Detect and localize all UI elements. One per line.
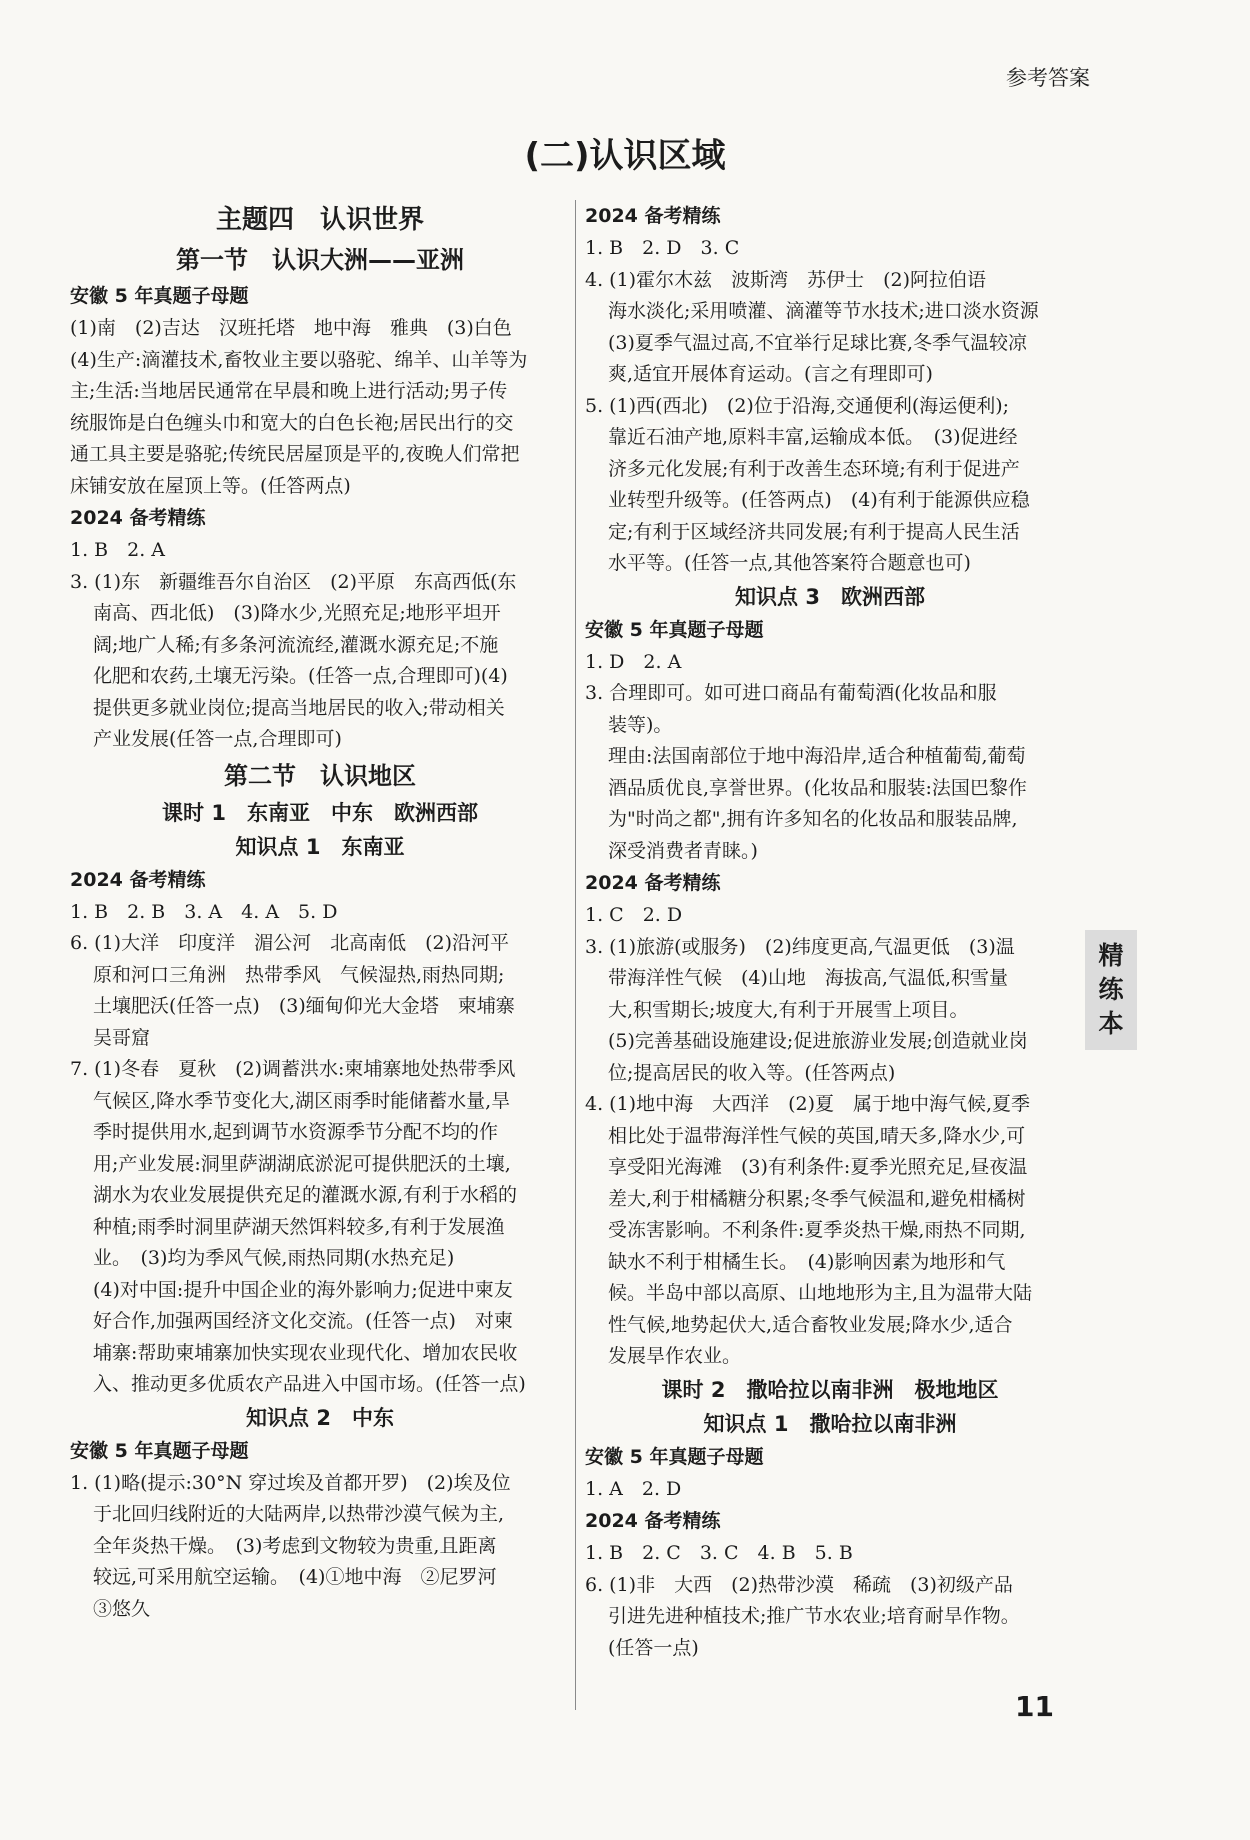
- topic-heading: 主题四 认识世界: [215, 205, 424, 235]
- answer-line: 济多元化发展;有利于改善生态环境;有利于促进产: [608, 457, 1020, 480]
- answer-line: 床铺安放在屋顶上等。(任答两点): [70, 474, 351, 497]
- answer-line: 海水淡化;采用喷灌、滴灌等节水技术;进口淡水资源: [608, 300, 1039, 322]
- answer-line: 季时提供用水,起到调节水资源季节分配不均的作: [93, 1121, 499, 1143]
- answer-line: 定;有利于区域经济共同发展;有利于提高人民生活: [608, 520, 1020, 543]
- answer-line: 差大,利于柑橘糖分积累;冬季气候温和,避免柑橘树: [608, 1187, 1026, 1210]
- answer-line: (3)夏季气温过高,不宜举行足球比赛,冬季气温较凉: [608, 331, 1027, 354]
- knowledge-point-heading: 知识点 3 欧洲西部: [735, 584, 925, 609]
- answer-line: 较远,可采用航空运输。 (4)①地中海 ②尼罗河: [93, 1566, 497, 1588]
- knowledge-point-heading: 知识点 2 中东: [246, 1405, 394, 1430]
- choice-answers: 1. B 2. C 3. C 4. B 5. B: [585, 1542, 853, 1564]
- answer-line: 缺水不利于柑橘生长。 (4)影响因素为地形和气: [608, 1250, 1006, 1273]
- answer-line: 原和河口三角洲 热带季风 气候湿热,雨热同期;: [93, 963, 505, 986]
- answer-line: 埔寨:帮助柬埔寨加快实现农业现代化、增加农民收: [93, 1341, 518, 1364]
- beikao-heading: 2024 备考精练: [70, 868, 206, 891]
- answer-line: 统服饰是白色缠头巾和宽大的白色长袍;居民出行的交: [70, 411, 514, 434]
- answer-line: 1. (1)略(提示:30°N 穿过埃及首都开罗) (2)埃及位: [70, 1471, 511, 1494]
- side-tab-char: 精: [1098, 941, 1124, 970]
- column-divider: [575, 200, 576, 1710]
- answer-line: 于北回归线附近的大陆两岸,以热带沙漠气候为主,: [93, 1503, 505, 1525]
- choice-answers: 1. B 2. A: [70, 539, 166, 561]
- answer-line: 吴哥窟: [93, 1026, 151, 1049]
- answer-line: 受冻害影响。不利条件:夏季炎热干燥,雨热不同期,: [608, 1219, 1026, 1241]
- answer-line: 6. (1)非 大西 (2)热带沙漠 稀疏 (3)初级产品: [585, 1573, 1013, 1596]
- anhui-heading: 安徽 5 年真题子母题: [70, 285, 249, 307]
- answer-line: 4. (1)地中海 大西洋 (2)夏 属于地中海气候,夏季: [585, 1093, 1031, 1115]
- beikao-heading: 2024 备考精练: [585, 872, 721, 894]
- answer-line: 引进先进种植技术;推广节水农业;培育耐旱作物。: [608, 1605, 1020, 1627]
- answer-line: 产业发展(任答一点,合理即可): [93, 728, 342, 750]
- answer-line: 通工具主要是骆驼;传统民居屋顶是平的,夜晚人们常把: [70, 443, 520, 465]
- section2-heading: 第二节 认识地区: [224, 761, 416, 790]
- left-column: [70, 200, 570, 1625]
- knowledge-point-heading: 知识点 1 撒哈拉以南非洲: [703, 1411, 957, 1436]
- beikao-heading: 2024 备考精练: [70, 507, 206, 529]
- answer-line: 气候区,降水季节变化大,湖区雨季时能储蓄水量,旱: [93, 1089, 511, 1112]
- answer-line: 提供更多就业岗位;提高当地居民的收入;带动相关: [93, 696, 505, 719]
- answer-line: 好合作,加强两国经济文化交流。(任答一点) 对柬: [93, 1310, 513, 1332]
- answer-line: 理由:法国南部位于地中海沿岸,适合种植葡萄,葡萄: [608, 745, 1026, 767]
- answer-line: 湖水为农业发展提供充足的灌溉水源,有利于水稻的: [93, 1184, 518, 1206]
- answer-line: 业。 (3)均为季风气候,雨热同期(水热充足): [93, 1247, 455, 1269]
- answer-line: 业转型升级等。(任答两点) (4)有利于能源供应稳: [608, 489, 1030, 511]
- answer-line: 享受阳光海滩 (3)有利条件:夏季光照充足,昼夜温: [608, 1156, 1028, 1178]
- choice-answers: 1. B 2. D 3. C: [585, 237, 740, 259]
- choice-answers: 1. C 2. D: [585, 904, 683, 926]
- answer-line: 水平等。(任答一点,其他答案符合题意也可): [608, 552, 971, 574]
- answer-line: 阔;地广人稀;有多条河流流经,灌溉水源充足;不施: [93, 633, 499, 656]
- answer-line: 发展旱作农业。: [608, 1345, 742, 1367]
- answer-line: (4)对中国:提升中国企业的海外影响力;促进中柬友: [93, 1278, 513, 1301]
- answer-line: 土壤肥沃(任答一点) (3)缅甸仰光大金塔 柬埔寨: [93, 995, 515, 1017]
- answer-line: 爽,适宜开展体育运动。(言之有理即可): [608, 363, 933, 385]
- answer-line: (5)完善基础设施建设;促进旅游业发展;创造就业岗: [608, 1030, 1028, 1052]
- answer-line: 带海洋性气候 (4)山地 海拔高,气温低,积雪量: [608, 967, 1008, 989]
- answer-line: 种植;雨季时洞里萨湖天然饵料较多,有利于发展渔: [93, 1215, 505, 1238]
- answer-line: 用;产业发展:洞里萨湖湖底淤泥可提供肥沃的土壤,: [93, 1152, 511, 1175]
- answer-line: 靠近石油产地,原料丰富,运输成本低。 (3)促进经: [608, 426, 1018, 448]
- answer-line: 装等)。: [608, 713, 673, 736]
- anhui-heading: 安徽 5 年真题子母题: [585, 618, 764, 641]
- lesson2-heading: 课时 2 撒哈拉以南非洲 极地地区: [661, 1377, 999, 1402]
- answer-line: 主;生活:当地居民通常在早晨和晚上进行活动;男子传: [70, 380, 508, 402]
- side-tab-char: 练: [1098, 975, 1124, 1004]
- page-number: 11: [1015, 1690, 1054, 1723]
- answer-line: 南高、西北低) (3)降水少,光照充足;地形平坦开: [93, 602, 501, 624]
- answer-line: ③悠久: [93, 1597, 151, 1620]
- beikao-heading: 2024 备考精练: [585, 1510, 721, 1532]
- answer-line: 3. 合理即可。如可进口商品有葡萄酒(化妆品和服: [585, 682, 997, 704]
- answer-line: 位;提高居民的收入等。(任答两点): [608, 1061, 896, 1084]
- answer-line: 入、推动更多优质农产品进入中国市场。(任答一点): [93, 1373, 526, 1395]
- answer-line: (1)南 (2)吉达 汉班托塔 地中海 雅典 (3)白色: [70, 317, 512, 339]
- answer-line: 6. (1)大洋 印度洋 湄公河 北高南低 (2)沿河平: [70, 932, 509, 954]
- anhui-heading: 安徽 5 年真题子母题: [70, 1439, 249, 1462]
- knowledge-point-heading: 知识点 1 东南亚: [235, 834, 405, 859]
- answer-line: 7. (1)冬春 夏秋 (2)调蓄洪水:柬埔寨地处热带季风: [70, 1058, 516, 1080]
- anhui-heading: 安徽 5 年真题子母题: [585, 1445, 764, 1468]
- answer-line: 4. (1)霍尔木兹 波斯湾 苏伊士 (2)阿拉伯语: [585, 268, 986, 291]
- answer-line: (任答一点): [608, 1636, 699, 1659]
- lesson1-heading: 课时 1 东南亚 中东 欧洲西部: [162, 800, 478, 825]
- choice-answers: 1. D 2. A: [585, 650, 682, 673]
- header-label: 参考答案: [1006, 66, 1090, 90]
- answer-line: 3. (1)旅游(或服务) (2)纬度更高,气温更低 (3)温: [585, 935, 1015, 958]
- answer-line: 全年炎热干燥。 (3)考虑到文物较为贵重,且距离: [93, 1534, 497, 1557]
- section1-heading: 第一节 认识大洲——亚洲: [176, 246, 464, 274]
- answer-line: 深受消费者青睐。): [608, 839, 758, 862]
- page-title: (二)认识区域: [524, 136, 726, 176]
- answer-line: 化肥和农药,土壤无污染。(任答一点,合理即可)(4): [93, 665, 508, 687]
- right-column: [585, 200, 1075, 1664]
- answer-line: 候。半岛中部以高原、山地地形为主,且为温带大陆: [608, 1282, 1033, 1304]
- beikao-heading: 2024 备考精练: [585, 205, 721, 227]
- answer-line: 大,积雪期长;坡度大,有利于开展雪上项目。: [608, 998, 969, 1021]
- side-tab: [1085, 930, 1137, 1050]
- answer-line: 性气候,地势起伏大,适合畜牧业发展;降水少,适合: [608, 1313, 1013, 1336]
- answer-line: 为"时尚之都",拥有许多知名的化妆品和服装品牌,: [608, 808, 1018, 830]
- answer-line: 酒品质优良,享誉世界。(化妆品和服装:法国巴黎作: [608, 776, 1027, 799]
- answer-line: 5. (1)西(西北) (2)位于沿海,交通便利(海运便利);: [585, 394, 1010, 417]
- side-tab-char: 本: [1098, 1009, 1124, 1038]
- s1-anhui-answers: [70, 313, 570, 502]
- answer-line: 3. (1)东 新疆维吾尔自治区 (2)平原 东高西低(东: [70, 570, 517, 593]
- choice-answers: 1. B 2. B 3. A 4. A 5. D: [70, 900, 338, 923]
- answer-line: (4)生产:滴灌技术,畜牧业主要以骆驼、绵羊、山羊等为: [70, 348, 528, 371]
- choice-answers: 1. A 2. D: [585, 1477, 682, 1500]
- answer-line: 相比处于温带海洋性气候的英国,晴天多,降水少,可: [608, 1124, 1026, 1147]
